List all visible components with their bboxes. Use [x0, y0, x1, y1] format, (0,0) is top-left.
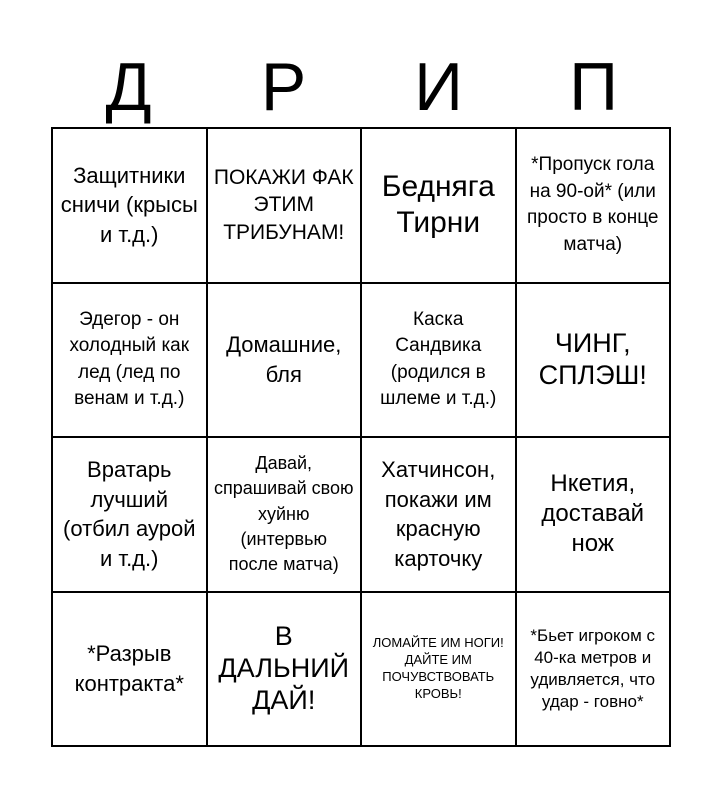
cell-text: Нкетия, доставай нож — [541, 470, 645, 558]
bingo-cell-r1c3[interactable] — [362, 129, 517, 284]
header-letter-1: Д — [105, 49, 152, 125]
bingo-cell-r2c2[interactable] — [208, 284, 363, 439]
bingo-cell-r2c4[interactable] — [517, 284, 672, 439]
cell-text: Бедняга Тирни — [381, 170, 495, 240]
bingo-header — [51, 49, 671, 125]
cell-text: Давай, спрашивай свою хуйню (интервью после матча) — [213, 453, 354, 575]
cell-text: ПОКАЖИ ФАК ЭТИМ ТРИБУНАМ! — [213, 165, 354, 245]
cell-text: Эдегор - он холодный как лед (лед по венам и т.д.) — [69, 308, 190, 410]
bingo-cell-r4c4[interactable] — [517, 593, 672, 748]
cell-text: Хатчинсон, покажи им красную карточку — [381, 456, 496, 571]
cell-text: Домашние, бля — [226, 332, 342, 387]
bingo-board — [51, 127, 671, 747]
bingo-cell-r4c2[interactable] — [208, 593, 363, 748]
cell-text: ЛОМАЙТЕ ИМ НОГИ! ДАЙТЕ ИМ ПОЧУВСТВОВАТЬ КРОВЬ! — [372, 634, 504, 701]
bingo-cell-r2c3[interactable] — [362, 284, 517, 439]
cell-text: *Разрыв контракта* — [74, 641, 184, 696]
cell-text: *Пропуск гола на 90-ой* (или просто в конце матча) — [527, 154, 659, 255]
bingo-cell-r1c4[interactable] — [517, 129, 672, 284]
bingo-cell-r1c2[interactable] — [208, 129, 363, 284]
bingo-cell-r4c1[interactable] — [53, 593, 208, 748]
bingo-cell-r3c2[interactable] — [208, 438, 363, 593]
cell-text: Защитники сничи (крысы и т.д.) — [60, 162, 198, 248]
bingo-cell-r4c3[interactable] — [362, 593, 517, 748]
bingo-cell-r3c1[interactable] — [53, 438, 208, 593]
header-letter-4: П — [569, 49, 618, 125]
cell-text: Вратарь лучший (отбил аурой и т.д.) — [63, 456, 196, 571]
bingo-cell-r3c3[interactable] — [362, 438, 517, 593]
bingo-cell-r3c4[interactable] — [517, 438, 672, 593]
bingo-cell-r1c1[interactable] — [53, 129, 208, 284]
bingo-cell-r2c1[interactable] — [53, 284, 208, 439]
cell-text: *Бьет игроком с 40-ка метров и удивляется, что удар - говно* — [530, 625, 656, 711]
header-letter-3: И — [414, 49, 463, 125]
header-letter-2: Р — [260, 49, 307, 125]
cell-text: ЧИНГ, СПЛЭШ! — [538, 327, 647, 390]
cell-text: Каска Сандвика (родился в шлеме и т.д.) — [380, 308, 497, 410]
cell-text: В ДАЛЬНИЙ ДАЙ! — [218, 620, 350, 715]
